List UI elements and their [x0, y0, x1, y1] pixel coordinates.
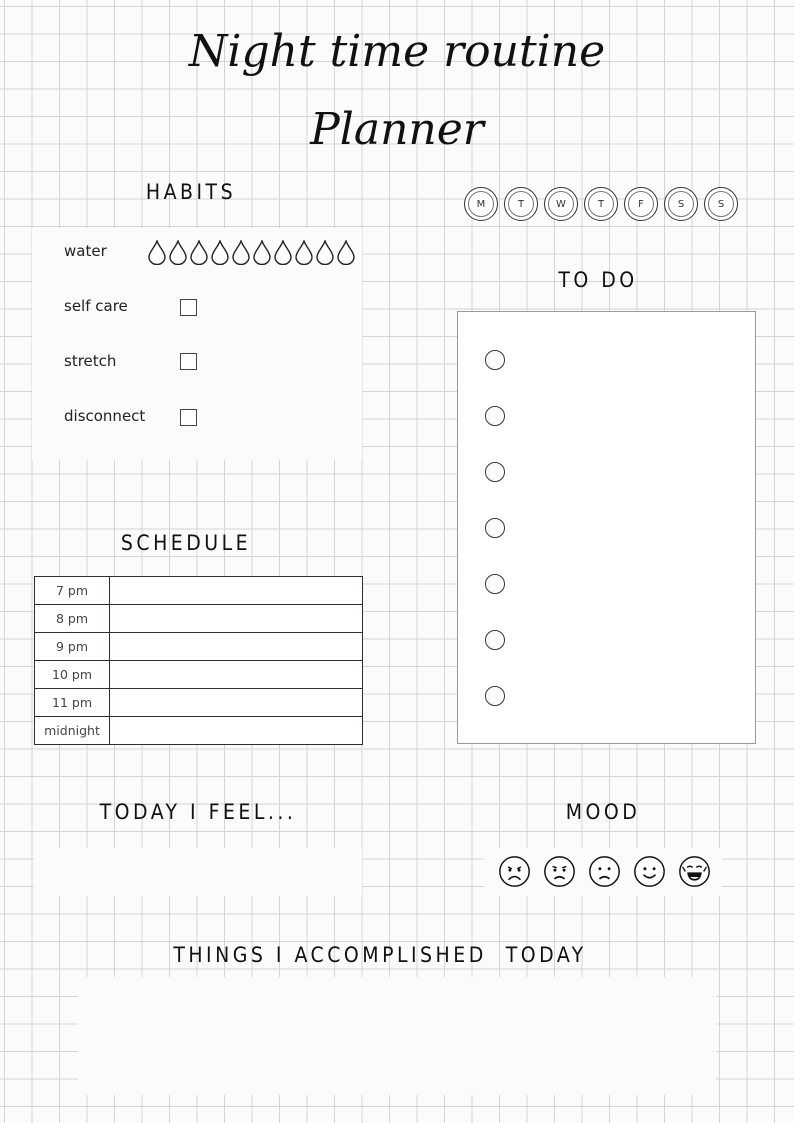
water-drop-icon[interactable]	[169, 240, 187, 265]
todo-checkbox[interactable]	[485, 686, 505, 706]
day-circle[interactable]	[584, 187, 618, 221]
accomplished-heading: THINGS I ACCOMPLISHED TODAY	[173, 943, 587, 967]
water-drop-icon[interactable]	[337, 240, 355, 265]
water-tracker	[148, 240, 355, 265]
schedule-row	[35, 633, 363, 661]
day-letter: T	[508, 191, 534, 217]
page-title: Night time routine	[188, 26, 606, 77]
schedule-time: 10 pm	[35, 661, 110, 689]
laughing-face-icon[interactable]	[678, 855, 711, 888]
schedule-row	[35, 605, 363, 633]
schedule-time: 11 pm	[35, 689, 110, 717]
schedule-time: 8 pm	[35, 605, 110, 633]
day-letter: W	[548, 191, 574, 217]
water-label: water	[64, 242, 107, 260]
accomplished-field[interactable]	[78, 977, 716, 1095]
day-circle[interactable]	[504, 187, 538, 221]
day-letter: M	[468, 191, 494, 217]
schedule-time: 9 pm	[35, 633, 110, 661]
day-circle[interactable]	[544, 187, 578, 221]
schedule-slot[interactable]	[110, 633, 363, 661]
today-i-feel-field[interactable]	[34, 848, 362, 896]
self-care-label: self care	[64, 297, 128, 315]
day-letter: S	[668, 191, 694, 217]
day-letter: S	[708, 191, 734, 217]
disconnect-checkbox[interactable]	[180, 409, 197, 426]
schedule-slot[interactable]	[110, 717, 363, 745]
schedule-slot[interactable]	[110, 605, 363, 633]
water-drop-icon[interactable]	[274, 240, 292, 265]
day-letter: T	[588, 191, 614, 217]
schedule-slot[interactable]	[110, 689, 363, 717]
day-circle[interactable]	[624, 187, 658, 221]
day-circle[interactable]	[664, 187, 698, 221]
schedule-time: 7 pm	[35, 577, 110, 605]
water-drop-icon[interactable]	[148, 240, 166, 265]
schedule-slot[interactable]	[110, 661, 363, 689]
schedule-row	[35, 689, 363, 717]
todo-checkbox[interactable]	[485, 350, 505, 370]
habits-panel	[32, 228, 362, 460]
day-letter: F	[628, 191, 654, 217]
smiling-face-icon[interactable]	[633, 855, 666, 888]
self-care-checkbox[interactable]	[180, 299, 197, 316]
sad-face-icon[interactable]	[588, 855, 621, 888]
mood-heading: MOOD	[565, 800, 641, 824]
schedule-row	[35, 717, 363, 745]
water-drop-icon[interactable]	[232, 240, 250, 265]
schedule-heading: SCHEDULE	[120, 531, 252, 555]
water-drop-icon[interactable]	[211, 240, 229, 265]
stretch-checkbox[interactable]	[180, 353, 197, 370]
frowning-face-icon[interactable]	[543, 855, 576, 888]
todo-checkbox[interactable]	[485, 518, 505, 538]
habits-heading: HABITS	[145, 180, 237, 204]
todo-heading: TO DO	[558, 268, 638, 292]
todo-checkbox[interactable]	[485, 630, 505, 650]
angry-face-icon[interactable]	[498, 855, 531, 888]
stretch-label: stretch	[64, 352, 117, 370]
water-drop-icon[interactable]	[190, 240, 208, 265]
todo-checkbox[interactable]	[485, 406, 505, 426]
today-i-feel-heading: TODAY I FEEL...	[99, 800, 297, 824]
day-circle[interactable]	[464, 187, 498, 221]
page-subtitle: Planner	[310, 104, 484, 155]
schedule-row	[35, 577, 363, 605]
todo-checkbox[interactable]	[485, 462, 505, 482]
water-drop-icon[interactable]	[295, 240, 313, 265]
schedule-slot[interactable]	[110, 577, 363, 605]
day-circle[interactable]	[704, 187, 738, 221]
water-drop-icon[interactable]	[316, 240, 334, 265]
schedule-row	[35, 661, 363, 689]
weekday-selector	[464, 187, 738, 221]
disconnect-label: disconnect	[64, 407, 146, 425]
mood-panel	[484, 848, 722, 896]
todo-checkbox[interactable]	[485, 574, 505, 594]
schedule-time: midnight	[35, 717, 110, 745]
schedule-table	[34, 576, 363, 745]
todo-box	[457, 311, 756, 744]
water-drop-icon[interactable]	[253, 240, 271, 265]
